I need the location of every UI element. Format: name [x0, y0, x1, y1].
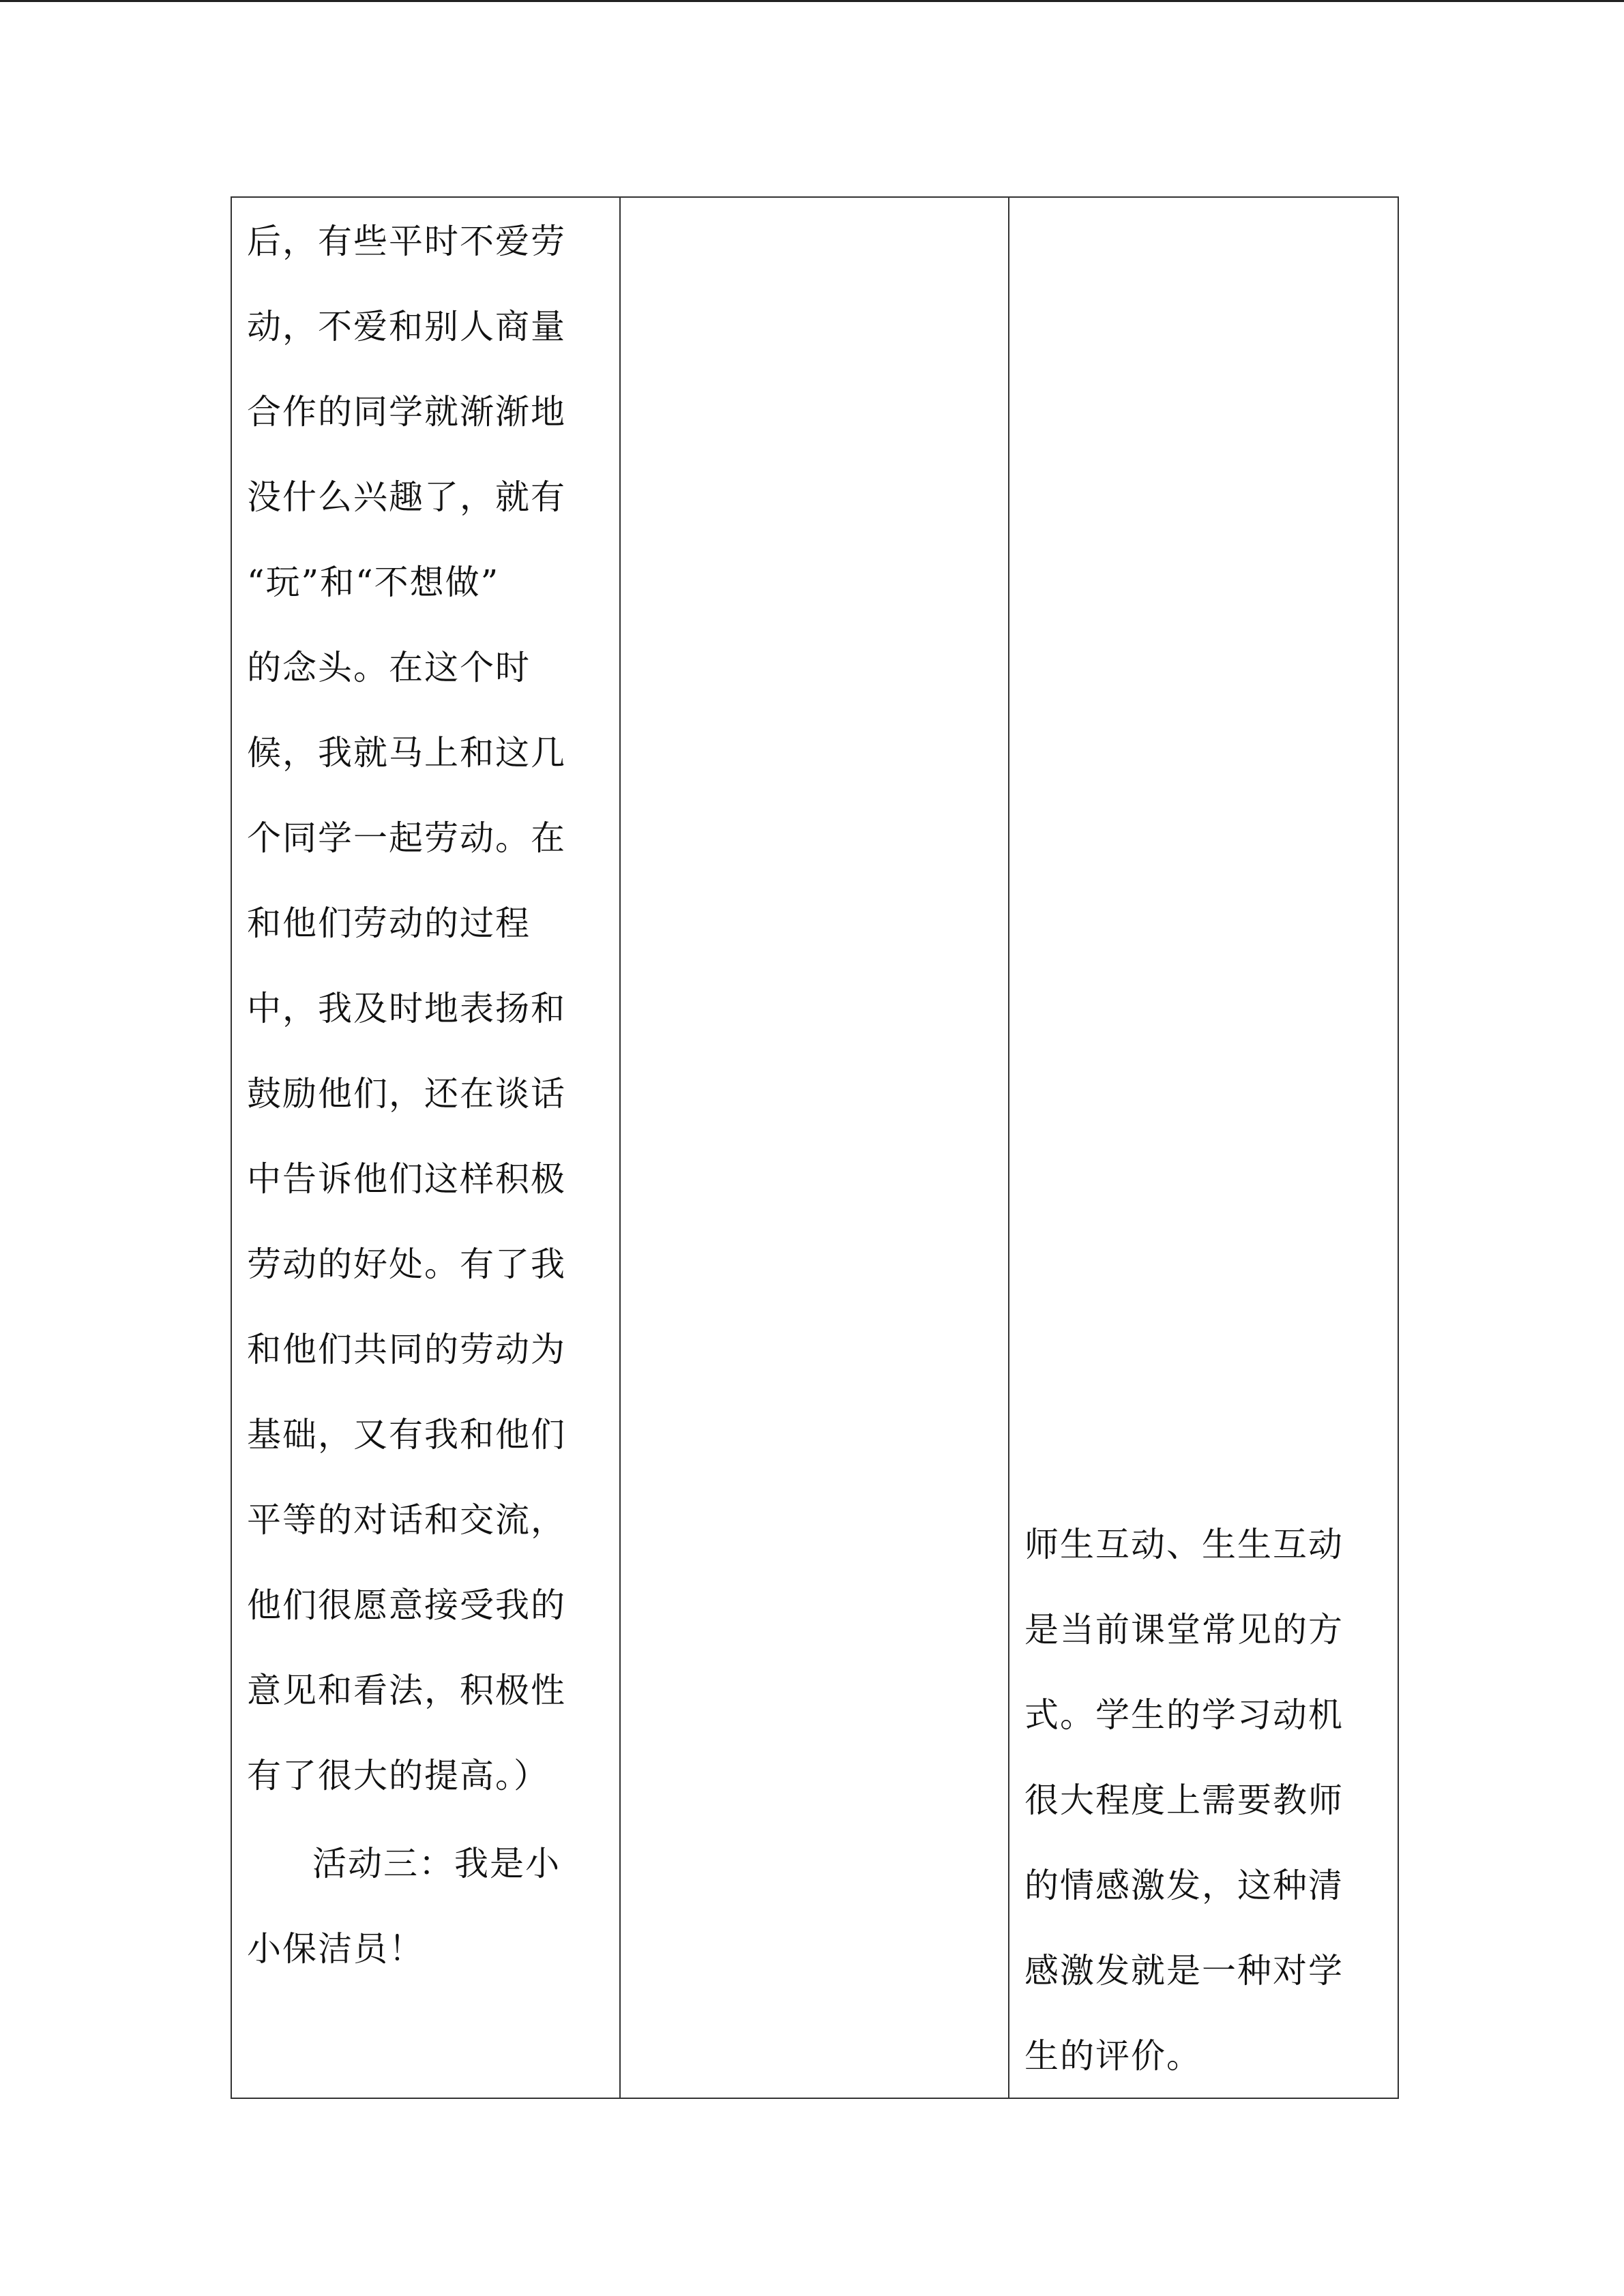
- table-cell-empty: [620, 197, 1009, 2098]
- text-line: 合作的同学就渐渐地: [247, 392, 566, 432]
- table-cell-commentary: [1009, 197, 1398, 2098]
- table-cell-content: [231, 197, 620, 2098]
- text-line: 鼓励他们，还在谈话: [247, 1074, 566, 1114]
- text-line: 意见和看法，积极性: [247, 1671, 566, 1710]
- activity-heading-line: 活动三：我是小: [312, 1844, 561, 1883]
- text-line: 的情感激发，这种清: [1024, 1866, 1344, 1905]
- activity-heading-line: 小保洁员！: [247, 1929, 424, 1969]
- page-top-border: [0, 0, 1624, 2]
- text-line: 他们很愿意接受我的: [247, 1585, 566, 1625]
- text-line: 感激发就是一种对学: [1024, 1951, 1344, 1991]
- text-line: 平等的对话和交流，: [247, 1500, 566, 1540]
- col1-lines: [247, 199, 566, 1992]
- text-line: 生的评价。: [1024, 2036, 1202, 2076]
- text-line: 有了很大的提高。）: [247, 1756, 549, 1795]
- text-line: 中，我及时地表扬和: [247, 989, 566, 1028]
- text-line: 后，有些平时不爱劳: [247, 222, 566, 261]
- lesson-table: [231, 196, 1399, 2099]
- text-line: 和他们共同的劳动为: [247, 1330, 566, 1369]
- text-line: 劳动的好处。有了我: [247, 1244, 566, 1284]
- text-line: 候，我就马上和这几: [247, 733, 566, 773]
- text-line: 中告诉他们这样积极: [247, 1159, 566, 1199]
- text-line: 的念头。在这个时: [247, 648, 531, 687]
- text-line: 个同学一起劳动。在: [247, 818, 566, 858]
- text-line: “玩”和“不想做”: [247, 563, 500, 602]
- col3-lines: [1024, 1502, 1344, 2099]
- text-line: 是当前课堂常见的方: [1024, 1610, 1344, 1650]
- text-line: 师生互动、生生互动: [1024, 1525, 1344, 1564]
- text-line: 基础，又有我和他们: [247, 1415, 566, 1455]
- text-line: 式。学生的学习动机: [1024, 1695, 1344, 1735]
- table-row: [231, 197, 1398, 2098]
- text-line: 没什么兴趣了，就有: [247, 477, 566, 517]
- text-line: 很大程度上需要教师: [1024, 1780, 1344, 1820]
- text-line: 和他们劳动的过程: [247, 904, 531, 943]
- text-line: 动，不爱和别人商量: [247, 307, 566, 346]
